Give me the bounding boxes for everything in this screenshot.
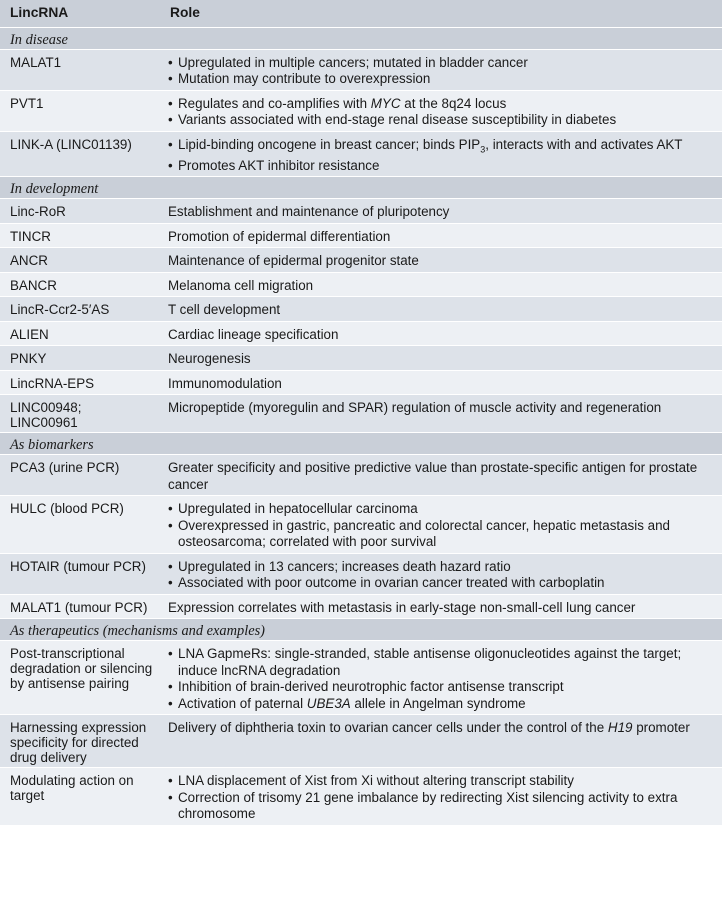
role-bullet-list xyxy=(168,137,718,175)
column-header-lincrna: LincRNA xyxy=(0,0,160,27)
role-bullet-item: • Lipid-binding oncogene in breast cancer; binds $PIP_3$, interacts with and activates AKT xyxy=(168,137,718,158)
role-text: Micropeptide (myoregulin and SPAR) regulation of muscle activity and regeneration xyxy=(168,400,662,416)
role-cell xyxy=(160,641,722,715)
role-bullet-item: • LNA displacement of Xist from Xi without altering transcript stability xyxy=(168,773,718,790)
role-bullet-item: • Upregulated in hepatocellular carcinoma xyxy=(168,501,718,518)
lincrna-name-cell: Harnessing expression specificity for directed drug delivery xyxy=(0,715,160,768)
role-text: Establishment and maintenance of pluripotency xyxy=(168,204,450,220)
lincrna-name-cell: Linc-RoR xyxy=(0,199,160,224)
table-row xyxy=(0,395,722,433)
table-row xyxy=(0,346,722,371)
role-cell xyxy=(160,768,722,826)
column-header-role: Role xyxy=(160,0,722,27)
role-text: T cell development xyxy=(168,302,281,318)
table-row xyxy=(0,248,722,273)
role-bullet-list xyxy=(168,501,718,551)
lincrna-name-cell: ANCR xyxy=(0,248,160,273)
role-cell xyxy=(160,553,722,594)
role-cell xyxy=(160,395,722,433)
role-cell xyxy=(160,715,722,768)
section-header-row xyxy=(0,27,722,49)
lincrna-name-cell: PCA3 (urine PCR) xyxy=(0,455,160,496)
role-text: Maintenance of epidermal progenitor state xyxy=(168,253,419,269)
role-bullet-item: • Regulates and co-amplifies with MYC at the 8q24 locus xyxy=(168,96,718,113)
lincrna-name-cell: LINK-A (LINC01139) xyxy=(0,131,160,177)
role-bullet-list xyxy=(168,96,718,129)
role-bullet-list xyxy=(168,559,718,592)
role-text: Expression correlates with metastasis in early-stage non-small-cell lung cancer xyxy=(168,599,636,615)
role-cell xyxy=(160,131,722,177)
role-bullet-item: • Mutation may contribute to overexpression xyxy=(168,71,718,88)
table-row xyxy=(0,455,722,496)
lincrna-name-cell: HOTAIR (tumour PCR) xyxy=(0,553,160,594)
table-row xyxy=(0,297,722,322)
lincrna-name-cell: PNKY xyxy=(0,346,160,371)
lincrna-name-cell: MALAT1 xyxy=(0,49,160,90)
table-row xyxy=(0,370,722,395)
lincrna-name-cell: MALAT1 (tumour PCR) xyxy=(0,594,160,619)
role-text: Cardiac lineage specification xyxy=(168,326,339,342)
section-title: In development xyxy=(0,177,722,199)
section-title: As biomarkers xyxy=(0,433,722,455)
role-bullet-item: • Variants associated with end-stage renal disease susceptibility in diabetes xyxy=(168,112,718,129)
table-row xyxy=(0,768,722,826)
lincrna-name-cell: BANCR xyxy=(0,272,160,297)
role-text: Delivery of diphtheria toxin to ovarian cancer cells under the control of the H19 promoter xyxy=(168,720,690,736)
lincrna-name-cell: LincR-Ccr2-5′AS xyxy=(0,297,160,322)
table-row xyxy=(0,321,722,346)
table-row xyxy=(0,553,722,594)
role-cell xyxy=(160,496,722,554)
section-header-row xyxy=(0,177,722,199)
lincrna-name-cell: Modulating action on target xyxy=(0,768,160,826)
role-bullet-item: • Activation of paternal UBE3A allele in Angelman syndrome xyxy=(168,696,718,713)
role-cell xyxy=(160,49,722,90)
section-header-row xyxy=(0,433,722,455)
table-row xyxy=(0,223,722,248)
role-bullet-item: • Associated with poor outcome in ovarian cancer treated with carboplatin xyxy=(168,575,718,592)
role-bullet-item: • Upregulated in 13 cancers; increases death hazard ratio xyxy=(168,559,718,576)
table-row xyxy=(0,641,722,715)
role-cell xyxy=(160,594,722,619)
role-cell xyxy=(160,272,722,297)
role-text: Immunomodulation xyxy=(168,375,282,391)
lincrna-name-cell: PVT1 xyxy=(0,90,160,131)
role-bullet-item: • LNA GapmeRs: single-stranded, stable antisense oligonucleotides against the target; induce lncRNA degradation xyxy=(168,646,718,679)
lincrna-name-cell: TINCR xyxy=(0,223,160,248)
table-row xyxy=(0,199,722,224)
table-row xyxy=(0,131,722,177)
role-bullet-item: • Inhibition of brain-derived neurotrophic factor antisense transcript xyxy=(168,679,718,696)
role-bullet-list xyxy=(168,646,718,712)
role-bullet-item: • Upregulated in multiple cancers; mutated in bladder cancer xyxy=(168,55,718,72)
role-cell xyxy=(160,297,722,322)
role-cell xyxy=(160,346,722,371)
role-cell xyxy=(160,223,722,248)
role-cell xyxy=(160,199,722,224)
section-title: As therapeutics (mechanisms and examples) xyxy=(0,619,722,641)
role-bullet-item: • Overexpressed in gastric, pancreatic and colorectal cancer, hepatic metastasis and osteosarcoma; correlated with poor survival xyxy=(168,518,718,551)
table-row xyxy=(0,594,722,619)
role-text: Greater specificity and positive predictive value than prostate-specific antigen for prostate cancer xyxy=(168,460,698,492)
table-row xyxy=(0,49,722,90)
lincrna-name-cell: Post-transcriptional degradation or silencing by antisense pairing xyxy=(0,641,160,715)
role-bullet-item: • Promotes AKT inhibitor resistance xyxy=(168,158,718,175)
role-text: Melanoma cell migration xyxy=(168,277,314,293)
role-cell xyxy=(160,455,722,496)
table-row xyxy=(0,715,722,768)
lincrna-name-cell: LincRNA-EPS xyxy=(0,370,160,395)
role-bullet-list xyxy=(168,55,718,88)
table-row xyxy=(0,496,722,554)
table-header-row xyxy=(0,0,722,27)
table-row xyxy=(0,272,722,297)
section-title: In disease xyxy=(0,27,722,49)
lincrna-name-cell: ALIEN xyxy=(0,321,160,346)
role-bullet-list xyxy=(168,773,718,823)
table-row xyxy=(0,90,722,131)
lincrna-name-cell: LINC00948; LINC00961 xyxy=(0,395,160,433)
role-cell xyxy=(160,370,722,395)
role-text: Promotion of epidermal differentiation xyxy=(168,228,391,244)
lincrna-name-cell: HULC (blood PCR) xyxy=(0,496,160,554)
section-header-row xyxy=(0,619,722,641)
role-cell xyxy=(160,248,722,273)
role-bullet-item: • Correction of trisomy 21 gene imbalance by redirecting Xist silencing activity to extra chromosome xyxy=(168,790,718,823)
role-cell xyxy=(160,321,722,346)
role-cell xyxy=(160,90,722,131)
table-body xyxy=(0,27,722,825)
role-text: Neurogenesis xyxy=(168,351,251,367)
